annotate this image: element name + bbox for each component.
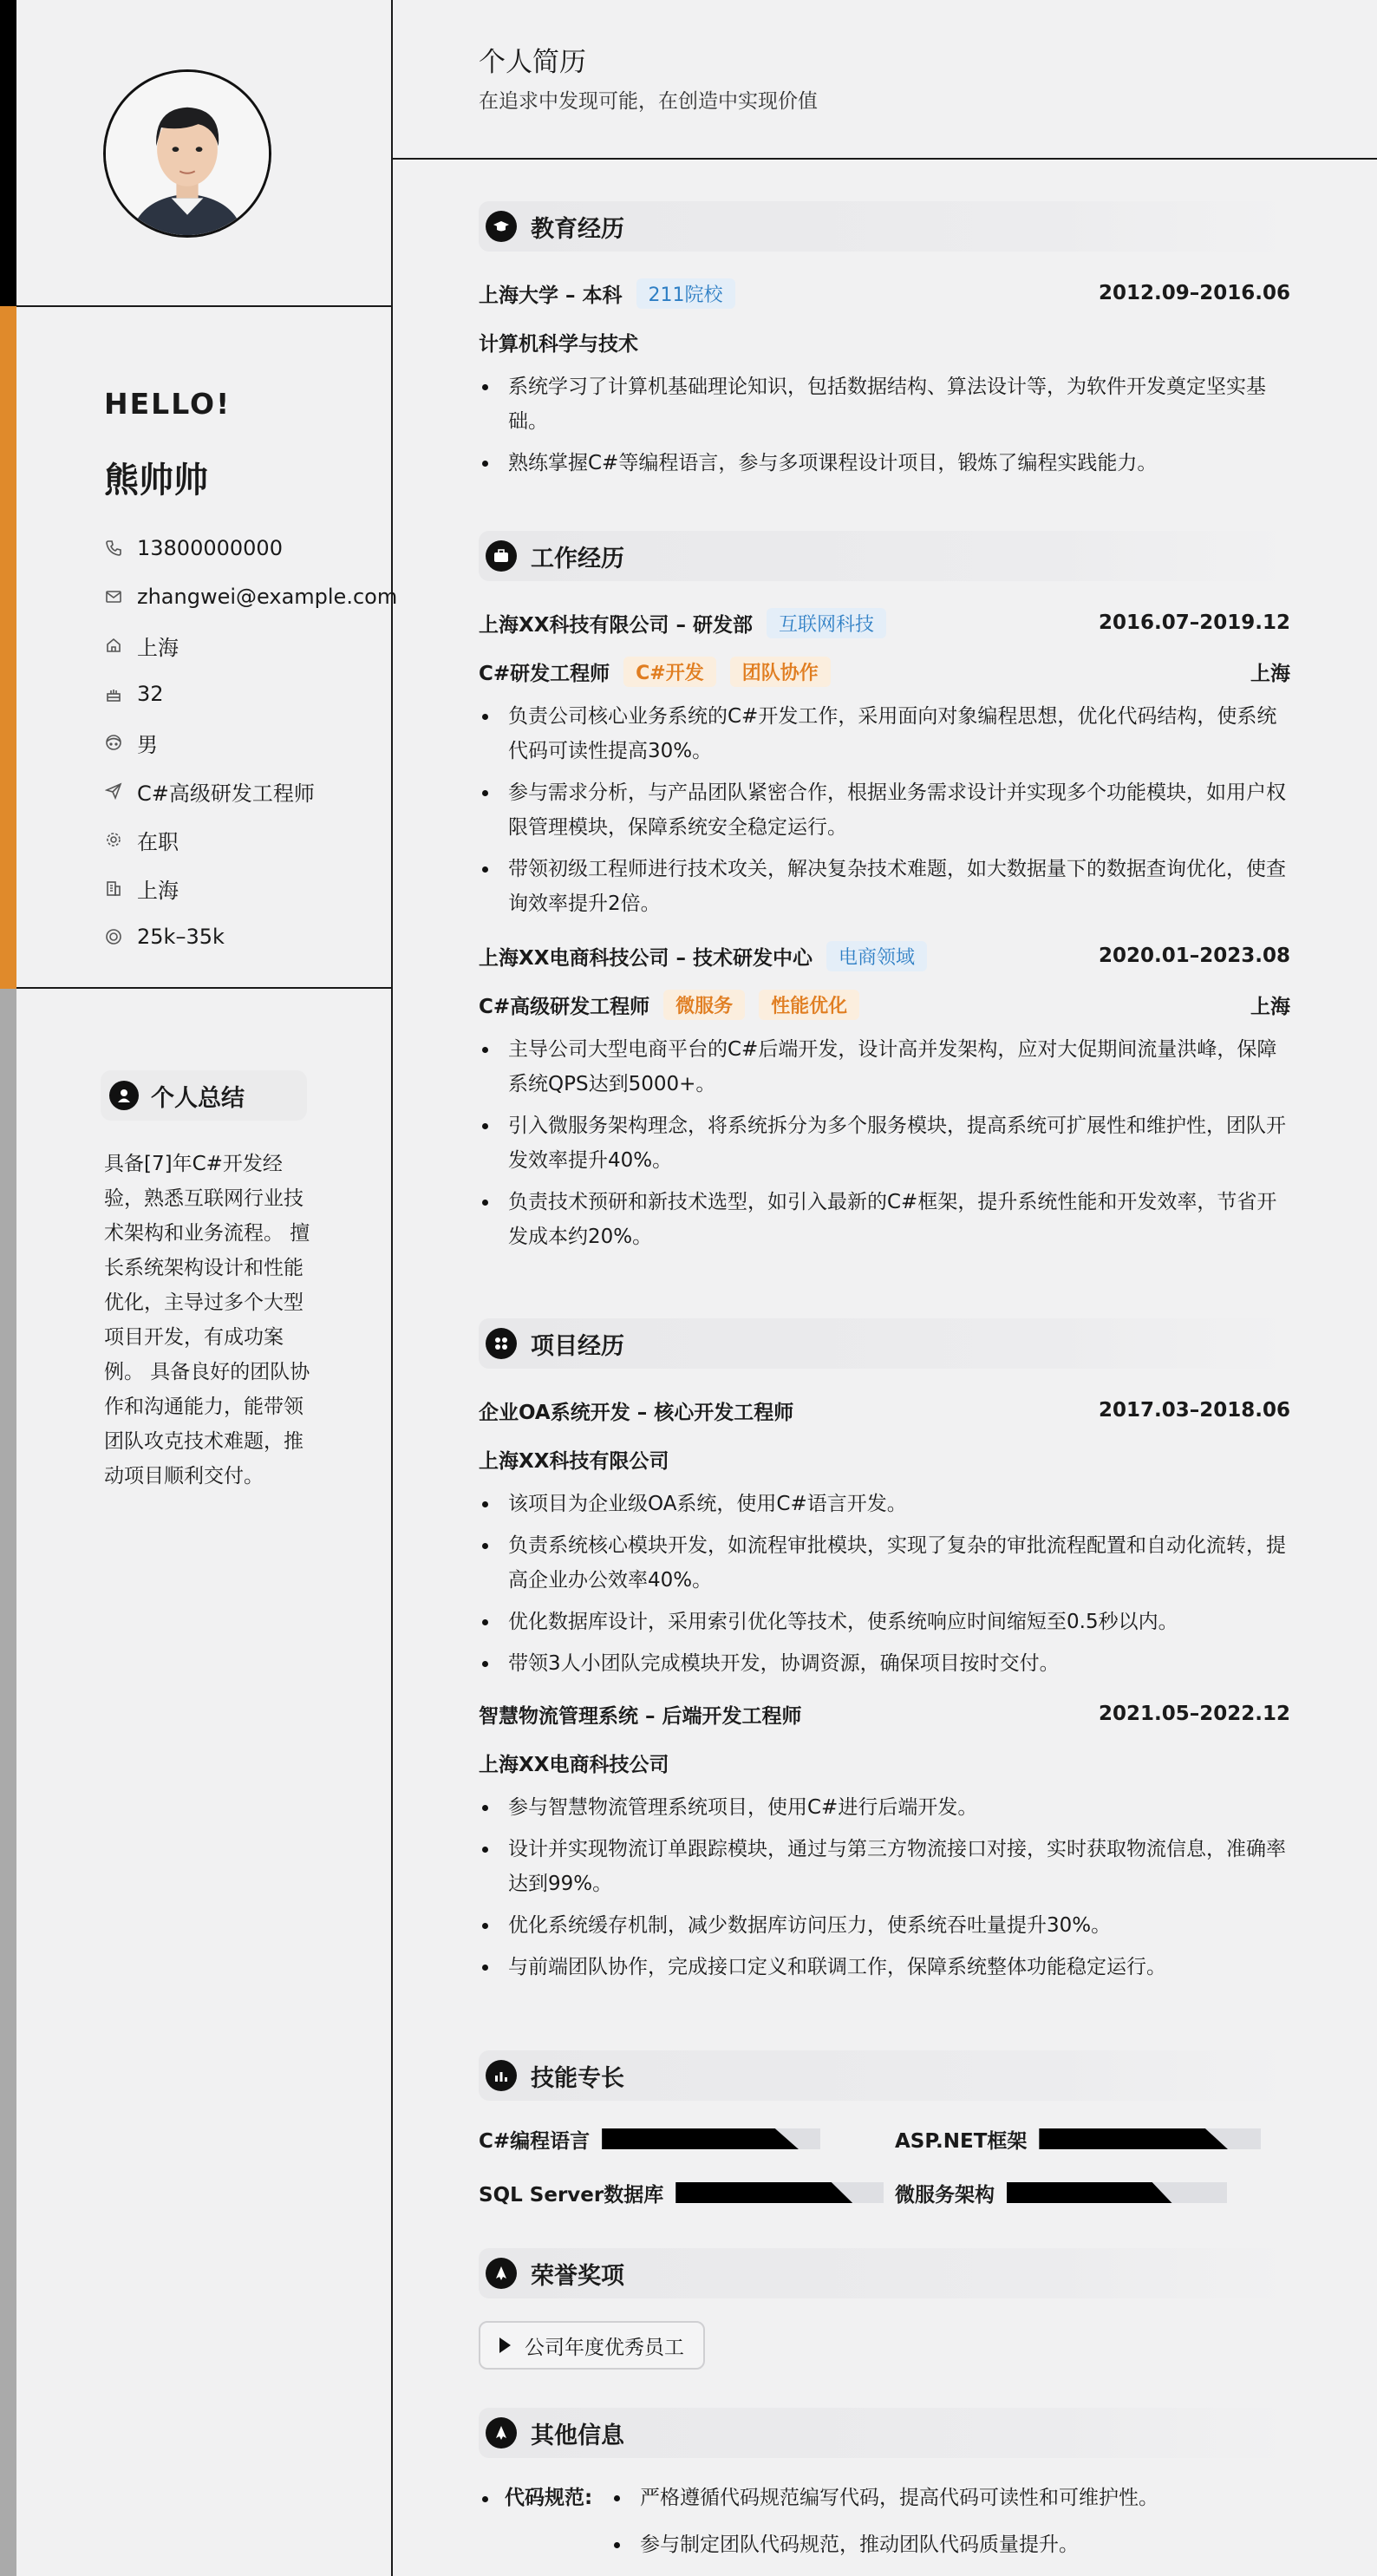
contact-position (104, 767, 397, 815)
section-header (479, 201, 1290, 252)
salary-icon (104, 927, 123, 946)
list-item: 引入微服务架构理念，将系统拆分为多个服务模块，提高系统可扩展性和维护性，团队开发效率提升40%。 (479, 1108, 1290, 1178)
contact-value: 13800000000 (137, 536, 283, 560)
sidebar-divider (16, 987, 393, 989)
job-period: 2016.07–2019.12 (1098, 611, 1290, 634)
role-row (479, 647, 1290, 696)
project-name: 智慧物流管理系统 – 后端开发工程师 (479, 1704, 802, 1728)
main-content (393, 0, 1377, 2576)
skill-tag: 微服务 (663, 990, 745, 1020)
job-city: 上海 (1250, 662, 1290, 685)
summary-header (101, 1070, 307, 1121)
sidebar-stripe-gray (0, 989, 16, 2576)
status-icon (104, 830, 123, 849)
school-name: 上海大学 – 本科 (479, 284, 623, 307)
award-icon (486, 2258, 517, 2289)
education-bullets (479, 369, 1290, 481)
skill-bar (1007, 2182, 1227, 2203)
contact-value: 上海 (137, 878, 179, 903)
contact-value: 32 (137, 682, 164, 706)
section-title: 工作经历 (531, 545, 624, 572)
major-row (479, 317, 1290, 366)
sidebar-stripe-orange (0, 306, 16, 989)
honors-section (479, 2248, 1290, 2370)
education-period: 2012.09–2016.06 (1098, 282, 1290, 304)
education-row (479, 269, 1290, 317)
list-item: 系统学习了计算机基础理论知识，包括数据结构、算法设计等，为软件开发奠定坚实基础。 (479, 369, 1290, 439)
page-title: 个人简历 (479, 47, 586, 78)
skill-name: 微服务架构 (895, 2183, 995, 2207)
job-bullets (479, 1032, 1290, 1254)
section-header (479, 531, 1290, 581)
list-item: 带领初级工程师进行技术攻关，解决复杂技术难题，如大数据量下的数据查询优化，使查询效率提升2倍。 (479, 852, 1290, 921)
project-name: 企业OA系统开发 – 核心开发工程师 (479, 1401, 794, 1424)
list-item: 熟练掌握C#等编程语言，参与多项课程设计项目，锻炼了编程实践能力。 (479, 446, 1290, 481)
contact-value: zhangwei@example.com (137, 585, 398, 609)
skill-bar-fill (675, 2182, 852, 2203)
section-title: 技能专长 (531, 2064, 624, 2092)
role: C#高级研发工程师 (479, 995, 650, 1018)
company-name: 上海XX电商科技公司 – 技术研发中心 (479, 946, 812, 970)
project-period: 2017.03–2018.06 (1098, 1399, 1290, 1422)
contact-gender (104, 718, 397, 767)
skill-tag: 团队协作 (730, 657, 831, 687)
other-key: 代码规范: (479, 2481, 609, 2574)
briefcase-icon (486, 540, 517, 572)
send-icon (104, 781, 123, 801)
cake-icon (104, 684, 123, 703)
role-row (479, 980, 1290, 1029)
sidebar (0, 0, 398, 2576)
list-item: 严格遵循代码规范编写代码，提高代码可读性和可维护性。 (609, 2481, 1158, 2515)
list-item: 设计并实现物流订单跟踪模块，通过与第三方物流接口对接，实时获取物流信息，准确率达到99%。 (479, 1832, 1290, 1901)
project-period: 2021.05–2022.12 (1098, 1703, 1290, 1725)
section-title: 荣誉奖项 (531, 2262, 624, 2290)
portrait-image (106, 72, 269, 235)
skill-bar-fill (1039, 2128, 1228, 2149)
other-section (479, 2408, 1290, 2574)
project-row (479, 1386, 1290, 1435)
job-period: 2020.01–2023.08 (1098, 945, 1290, 967)
section-header (479, 1318, 1290, 1369)
list-item: 负责技术预研和新技术选型，如引入最新的C#框架，提升系统性能和开发效率，节省开发成本约20%。 (479, 1185, 1290, 1254)
list-item: 参与智慧物流管理系统项目，使用C#进行后端开发。 (479, 1790, 1290, 1825)
contact-value: C#高级研发工程师 (137, 781, 315, 806)
job-row (479, 932, 1290, 980)
contact-value: 男 (137, 732, 158, 757)
list-item: 该项目为企业级OA系统，使用C#语言开发。 (479, 1487, 1290, 1521)
contact-value: 上海 (137, 635, 179, 660)
summary-text: 具备[7]年C#开发经验，熟悉互联网行业技术架构和业务流程。 擅长系统架构设计和性能优化，主导过多个大型项目开发，有成功案例。 具备良好的团队协作和沟通能力，能带领团队攻克技术难题，推动项目顺利交付。 (104, 1153, 310, 1487)
award-label: 公司年度优秀员工 (525, 2336, 684, 2359)
industry-tag: 电商领域 (826, 941, 927, 971)
skill-tag: 性能优化 (759, 990, 859, 1020)
summary-title: 个人总结 (151, 1084, 245, 1112)
candidate-name: 熊帅帅 (104, 461, 208, 500)
skill-bar (1039, 2128, 1261, 2149)
graduation-cap-icon (486, 211, 517, 242)
section-title: 教育经历 (531, 215, 624, 243)
mail-icon (104, 587, 123, 606)
work-section (479, 531, 1290, 1261)
project-bullets (479, 1487, 1290, 1681)
section-title: 其他信息 (531, 2422, 624, 2449)
skill-bar-fill (602, 2128, 799, 2149)
other-info (479, 2481, 1290, 2574)
skill-item (895, 2123, 1290, 2154)
skill-tag: C#开发 (623, 657, 716, 687)
section-title: 项目经历 (531, 1332, 624, 1360)
project-row (479, 1690, 1290, 1738)
skill-name: ASP.NET框架 (895, 2129, 1028, 2153)
grid-icon (486, 1328, 517, 1359)
contact-phone (104, 524, 397, 572)
list-item: 与前端团队协作，完成接口定义和联调工作，保障系统整体功能稳定运行。 (479, 1950, 1290, 1984)
list-item: 负责公司核心业务系统的C#开发工作，采用面向对象编程思想，优化代码结构，使系统代码可读性提高30%。 (479, 699, 1290, 768)
industry-tag: 互联网科技 (767, 608, 886, 638)
header-divider (393, 158, 1377, 160)
list-item: 参与制定团队代码规范，推动团队代码质量提升。 (609, 2527, 1158, 2562)
role: C#研发工程师 (479, 662, 610, 685)
list-item: 优化系统缓存机制，减少数据库访问压力，使系统吞吐量提升30%。 (479, 1908, 1290, 1943)
user-icon (109, 1081, 139, 1110)
contact-value: 在职 (137, 829, 179, 854)
company-name: 上海XX科技有限公司 – 研发部 (479, 613, 753, 637)
list-item: 主导公司大型电商平台的C#后端开发，设计高并发架构，应对大促期间流量洪峰，保障系统QPS达到5000+。 (479, 1032, 1290, 1102)
list-item: 带领3人小团队完成模块开发，协调资源，确保项目按时交付。 (479, 1646, 1290, 1681)
sidebar-divider (16, 305, 393, 307)
building-icon (104, 879, 123, 898)
contact-salary (104, 912, 397, 961)
section-header (479, 2248, 1290, 2298)
projects-section (479, 1318, 1290, 1991)
project-company: 上海XX电商科技公司 (479, 1753, 669, 1776)
skills-grid (479, 2123, 1290, 2208)
other-list (609, 2481, 1158, 2574)
page-subtitle: 在追求中发现可能，在创造中实现价值 (479, 90, 818, 113)
home-icon (104, 636, 123, 655)
project-company-row (479, 1738, 1290, 1787)
phone-icon (104, 539, 123, 558)
skill-bar-fill (1007, 2182, 1172, 2203)
list-item: 参与需求分析，与产品团队紧密合作，根据业务需求设计并实现多个功能模块，如用户权限管理模块，保障系统安全稳定运行。 (479, 775, 1290, 845)
skill-name: SQL Server数据库 (479, 2183, 664, 2207)
major: 计算机科学与技术 (479, 332, 638, 356)
award-icon (486, 2417, 517, 2449)
award-item[interactable] (479, 2321, 705, 2370)
chart-icon (486, 2060, 517, 2091)
job-bullets (479, 699, 1290, 921)
contact-email (104, 572, 397, 621)
hello-heading: HELLO! (104, 387, 232, 421)
sidebar-stripe-black (0, 0, 16, 306)
section-header (479, 2408, 1290, 2458)
project-company-row (479, 1435, 1290, 1483)
list-item: 负责系统核心模块开发，如流程审批模块，实现了复杂的审批流程配置和自动化流转，提高企业办公效率40%。 (479, 1528, 1290, 1598)
project-bullets (479, 1790, 1290, 1984)
contact-age (104, 670, 397, 718)
skill-name: C#编程语言 (479, 2129, 591, 2153)
job-row (479, 598, 1290, 647)
contact-value: 25k–35k (137, 925, 225, 949)
skill-bar (602, 2128, 820, 2149)
skill-item (479, 2123, 895, 2154)
play-icon (499, 2337, 511, 2353)
contact-location (104, 621, 397, 670)
project-company: 上海XX科技有限公司 (479, 1449, 669, 1473)
education-section (479, 201, 1290, 487)
gender-icon (104, 733, 123, 752)
list-item: 优化数据库设计，采用索引优化等技术，使系统响应时间缩短至0.5秒以内。 (479, 1605, 1290, 1639)
contact-city (104, 864, 397, 912)
skill-item (479, 2177, 895, 2208)
section-header (479, 2050, 1290, 2101)
skill-bar (675, 2182, 884, 2203)
job-city: 上海 (1250, 995, 1290, 1018)
contact-status (104, 815, 397, 864)
school-tag: 211院校 (636, 278, 735, 309)
contact-list (104, 524, 397, 961)
skills-section (479, 2050, 1290, 2208)
skill-item (895, 2177, 1290, 2208)
avatar (103, 69, 271, 238)
